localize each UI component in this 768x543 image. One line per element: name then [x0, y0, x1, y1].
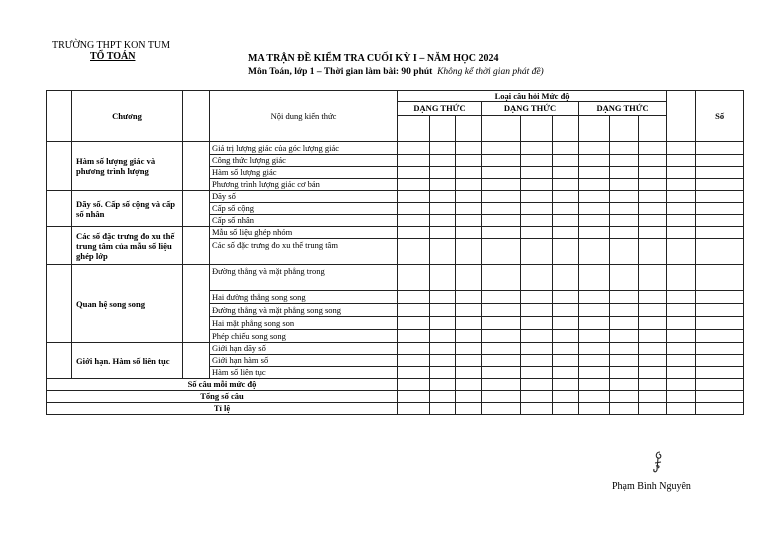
- topic-name: Đường thẳng và mặt phẳng trong: [210, 265, 398, 291]
- value-cell: [610, 215, 639, 227]
- chapter-name: Hàm số lượng giác và phương trình lượng: [72, 142, 183, 191]
- value-cell: [430, 330, 456, 343]
- value-cell: [456, 167, 482, 179]
- value-cell: [553, 403, 579, 415]
- topic-name: Đường thẳng và mặt phẳng song song: [210, 304, 398, 317]
- value-cell: [610, 203, 639, 215]
- value-cell: [579, 265, 610, 291]
- value-cell: [639, 265, 667, 291]
- value-cell: [579, 142, 610, 155]
- value-cell: [667, 403, 696, 415]
- value-cell: [482, 379, 521, 391]
- header-chapter: Chương: [72, 91, 183, 142]
- value-cell: [521, 304, 553, 317]
- header-format-1: DẠNG THỨC: [398, 102, 482, 116]
- value-cell: [553, 167, 579, 179]
- value-cell: [553, 191, 579, 203]
- topic-name: Phép chiếu song song: [210, 330, 398, 343]
- header-level-cell: [482, 116, 521, 142]
- value-cell: [430, 291, 456, 304]
- value-cell: [553, 317, 579, 330]
- value-cell: [610, 317, 639, 330]
- value-cell: [696, 142, 744, 155]
- value-cell: [456, 304, 482, 317]
- value-cell: [696, 391, 744, 403]
- chapter-spacer: [183, 343, 210, 379]
- chapter-spacer: [183, 227, 210, 265]
- header-spacer: [183, 91, 210, 142]
- value-cell: [430, 227, 456, 239]
- value-cell: [398, 155, 430, 167]
- value-cell: [430, 215, 456, 227]
- value-cell: [430, 403, 456, 415]
- topic-name: Giới hạn hàm số: [210, 355, 398, 367]
- value-cell: [456, 317, 482, 330]
- value-cell: [696, 343, 744, 355]
- footer-ratio: Tỉ lệ: [47, 403, 398, 415]
- footer-per-level: Số câu mỗi mức độ: [47, 379, 398, 391]
- header-format-3: DẠNG THỨC: [579, 102, 667, 116]
- topic-name: Cấp số nhân: [210, 215, 398, 227]
- value-cell: [610, 343, 639, 355]
- value-cell: [696, 379, 744, 391]
- header-level-cell: [398, 116, 430, 142]
- value-cell: [667, 191, 696, 203]
- value-cell: [696, 203, 744, 215]
- value-cell: [430, 355, 456, 367]
- value-cell: [610, 265, 639, 291]
- value-cell: [639, 367, 667, 379]
- table-row: [47, 343, 744, 355]
- topic-name: Dãy số: [210, 191, 398, 203]
- value-cell: [482, 403, 521, 415]
- value-cell: [639, 391, 667, 403]
- value-cell: [398, 142, 430, 155]
- chapter-spacer: [47, 265, 72, 343]
- value-cell: [482, 215, 521, 227]
- chapter-name: Các số đặc trưng đo xu thế trung tâm của mẫu số liệu ghép lớp: [72, 227, 183, 265]
- value-cell: [456, 265, 482, 291]
- chapter-spacer: [183, 142, 210, 191]
- value-cell: [579, 403, 610, 415]
- chapter-name: Giới hạn. Hàm số liên tục: [72, 343, 183, 379]
- value-cell: [398, 203, 430, 215]
- value-cell: [398, 391, 430, 403]
- topic-name: Hai đường thẳng song song: [210, 291, 398, 304]
- value-cell: [398, 265, 430, 291]
- value-cell: [430, 367, 456, 379]
- table-row: [47, 391, 744, 403]
- value-cell: [579, 304, 610, 317]
- value-cell: [430, 155, 456, 167]
- value-cell: [482, 167, 521, 179]
- value-cell: [553, 304, 579, 317]
- value-cell: [696, 239, 744, 265]
- value-cell: [696, 155, 744, 167]
- value-cell: [482, 330, 521, 343]
- value-cell: [482, 142, 521, 155]
- topic-name: Các số đặc trưng đo xu thế trung tâm: [210, 239, 398, 265]
- value-cell: [456, 403, 482, 415]
- value-cell: [579, 215, 610, 227]
- value-cell: [553, 179, 579, 191]
- value-cell: [553, 239, 579, 265]
- value-cell: [398, 291, 430, 304]
- value-cell: [696, 167, 744, 179]
- value-cell: [553, 203, 579, 215]
- value-cell: [456, 191, 482, 203]
- value-cell: [430, 379, 456, 391]
- value-cell: [398, 304, 430, 317]
- subtitle-note: Không kể thời gian phát đề): [437, 67, 544, 77]
- value-cell: [456, 355, 482, 367]
- value-cell: [521, 391, 553, 403]
- value-cell: [696, 215, 744, 227]
- value-cell: [639, 304, 667, 317]
- value-cell: [521, 203, 553, 215]
- value-cell: [521, 142, 553, 155]
- value-cell: [521, 167, 553, 179]
- value-cell: [667, 215, 696, 227]
- value-cell: [456, 239, 482, 265]
- value-cell: [610, 167, 639, 179]
- table-row: [47, 265, 744, 291]
- value-cell: [696, 355, 744, 367]
- topic-name: Giá trị lượng giác của góc lượng giác: [210, 142, 398, 155]
- value-cell: [667, 239, 696, 265]
- value-cell: [639, 291, 667, 304]
- value-cell: [398, 355, 430, 367]
- value-cell: [521, 227, 553, 239]
- value-cell: [456, 215, 482, 227]
- value-cell: [667, 330, 696, 343]
- value-cell: [553, 291, 579, 304]
- value-cell: [521, 155, 553, 167]
- topic-name: Công thức lượng giác: [210, 155, 398, 167]
- value-cell: [482, 317, 521, 330]
- value-cell: [521, 367, 553, 379]
- value-cell: [430, 265, 456, 291]
- table-row: [47, 379, 744, 391]
- value-cell: [610, 330, 639, 343]
- chapter-spacer: [47, 191, 72, 227]
- topic-name: Hàm số lượng giác: [210, 167, 398, 179]
- value-cell: [482, 227, 521, 239]
- value-cell: [696, 191, 744, 203]
- value-cell: [610, 291, 639, 304]
- page-title: MA TRẬN ĐỀ KIỂM TRA CUỐI KỲ I – NĂM HỌC 2024: [248, 53, 499, 64]
- value-cell: [521, 330, 553, 343]
- value-cell: [456, 203, 482, 215]
- value-cell: [579, 355, 610, 367]
- topic-name: Cấp số cộng: [210, 203, 398, 215]
- value-cell: [430, 179, 456, 191]
- chapter-spacer: [47, 142, 72, 191]
- value-cell: [579, 367, 610, 379]
- table-row: [47, 191, 744, 203]
- value-cell: [667, 304, 696, 317]
- value-cell: [610, 179, 639, 191]
- value-cell: [667, 227, 696, 239]
- value-cell: [579, 379, 610, 391]
- value-cell: [696, 403, 744, 415]
- signature-mark: [650, 450, 666, 474]
- value-cell: [696, 265, 744, 291]
- value-cell: [553, 215, 579, 227]
- value-cell: [667, 379, 696, 391]
- header-count: Số: [696, 91, 744, 142]
- value-cell: [398, 367, 430, 379]
- value-cell: [456, 179, 482, 191]
- value-cell: [430, 343, 456, 355]
- value-cell: [696, 317, 744, 330]
- header-level-cell: [579, 116, 610, 142]
- value-cell: [430, 317, 456, 330]
- value-cell: [639, 317, 667, 330]
- header-level-cell: [430, 116, 456, 142]
- value-cell: [482, 179, 521, 191]
- value-cell: [639, 403, 667, 415]
- value-cell: [482, 265, 521, 291]
- value-cell: [610, 403, 639, 415]
- table-row: [47, 227, 744, 239]
- value-cell: [610, 391, 639, 403]
- value-cell: [430, 167, 456, 179]
- value-cell: [610, 367, 639, 379]
- value-cell: [639, 215, 667, 227]
- header-format-2: DẠNG THỨC: [482, 102, 579, 116]
- value-cell: [667, 167, 696, 179]
- value-cell: [579, 330, 610, 343]
- header-blank: [667, 91, 696, 142]
- school-name: TRƯỜNG THPT KON TUM: [52, 40, 171, 51]
- value-cell: [456, 227, 482, 239]
- department-name: TỔ TOÁN: [90, 51, 136, 62]
- value-cell: [667, 291, 696, 304]
- value-cell: [553, 330, 579, 343]
- value-cell: [553, 155, 579, 167]
- value-cell: [456, 367, 482, 379]
- value-cell: [696, 291, 744, 304]
- value-cell: [456, 155, 482, 167]
- value-cell: [639, 142, 667, 155]
- value-cell: [482, 343, 521, 355]
- header-level-cell: [521, 116, 553, 142]
- exam-matrix-table: [46, 90, 744, 415]
- value-cell: [579, 179, 610, 191]
- value-cell: [579, 203, 610, 215]
- value-cell: [610, 379, 639, 391]
- value-cell: [579, 391, 610, 403]
- value-cell: [639, 239, 667, 265]
- value-cell: [667, 355, 696, 367]
- value-cell: [521, 179, 553, 191]
- value-cell: [430, 239, 456, 265]
- value-cell: [579, 291, 610, 304]
- value-cell: [610, 304, 639, 317]
- value-cell: [610, 227, 639, 239]
- value-cell: [482, 391, 521, 403]
- value-cell: [398, 227, 430, 239]
- value-cell: [456, 391, 482, 403]
- value-cell: [667, 142, 696, 155]
- value-cell: [667, 265, 696, 291]
- value-cell: [398, 330, 430, 343]
- value-cell: [553, 343, 579, 355]
- value-cell: [579, 155, 610, 167]
- chapter-name: Dãy số. Cấp số cộng và cấp số nhân: [72, 191, 183, 227]
- topic-name: Hai mặt phẳng song son: [210, 317, 398, 330]
- value-cell: [521, 239, 553, 265]
- topic-name: Giới hạn dãy số: [210, 343, 398, 355]
- table-row: [47, 142, 744, 155]
- value-cell: [696, 330, 744, 343]
- value-cell: [610, 142, 639, 155]
- chapter-spacer: [183, 191, 210, 227]
- value-cell: [430, 304, 456, 317]
- value-cell: [639, 191, 667, 203]
- header-content: Nội dung kiến thức: [210, 91, 398, 142]
- value-cell: [398, 239, 430, 265]
- header-question-type: Loại câu hỏi Mức độ: [398, 91, 667, 102]
- value-cell: [521, 265, 553, 291]
- value-cell: [553, 142, 579, 155]
- value-cell: [639, 227, 667, 239]
- value-cell: [553, 367, 579, 379]
- value-cell: [398, 379, 430, 391]
- value-cell: [482, 191, 521, 203]
- value-cell: [639, 379, 667, 391]
- value-cell: [482, 291, 521, 304]
- value-cell: [553, 391, 579, 403]
- value-cell: [456, 379, 482, 391]
- value-cell: [456, 330, 482, 343]
- value-cell: [456, 142, 482, 155]
- value-cell: [639, 179, 667, 191]
- value-cell: [521, 379, 553, 391]
- value-cell: [579, 317, 610, 330]
- signer-name: Phạm Bình Nguyên: [612, 481, 691, 492]
- value-cell: [667, 203, 696, 215]
- value-cell: [579, 227, 610, 239]
- value-cell: [521, 291, 553, 304]
- topic-name: Phương trình lượng giác cơ bản: [210, 179, 398, 191]
- value-cell: [610, 239, 639, 265]
- value-cell: [579, 343, 610, 355]
- value-cell: [667, 179, 696, 191]
- value-cell: [579, 167, 610, 179]
- value-cell: [430, 391, 456, 403]
- value-cell: [579, 191, 610, 203]
- header-level-cell: [456, 116, 482, 142]
- value-cell: [521, 215, 553, 227]
- value-cell: [667, 317, 696, 330]
- value-cell: [521, 191, 553, 203]
- value-cell: [456, 291, 482, 304]
- value-cell: [398, 215, 430, 227]
- value-cell: [639, 203, 667, 215]
- value-cell: [482, 203, 521, 215]
- value-cell: [610, 191, 639, 203]
- subtitle-main: Môn Toán, lớp 1 – Thời gian làm bài: 90 phút: [248, 67, 433, 77]
- chapter-spacer: [47, 343, 72, 379]
- value-cell: [521, 317, 553, 330]
- topic-name: Hàm số liên tục: [210, 367, 398, 379]
- value-cell: [610, 155, 639, 167]
- value-cell: [482, 355, 521, 367]
- value-cell: [639, 343, 667, 355]
- value-cell: [696, 227, 744, 239]
- table-row: [47, 403, 744, 415]
- value-cell: [482, 367, 521, 379]
- value-cell: [521, 355, 553, 367]
- value-cell: [430, 203, 456, 215]
- value-cell: [696, 367, 744, 379]
- value-cell: [553, 265, 579, 291]
- subtitle: [248, 66, 544, 78]
- value-cell: [456, 343, 482, 355]
- value-cell: [639, 167, 667, 179]
- value-cell: [521, 343, 553, 355]
- value-cell: [696, 179, 744, 191]
- header-level-cell: [639, 116, 667, 142]
- value-cell: [639, 330, 667, 343]
- header-level-cell: [553, 116, 579, 142]
- value-cell: [398, 343, 430, 355]
- chapter-spacer: [183, 265, 210, 343]
- value-cell: [398, 191, 430, 203]
- value-cell: [398, 403, 430, 415]
- value-cell: [553, 227, 579, 239]
- chapter-spacer: [47, 227, 72, 265]
- value-cell: [430, 142, 456, 155]
- value-cell: [639, 155, 667, 167]
- value-cell: [579, 239, 610, 265]
- value-cell: [398, 167, 430, 179]
- value-cell: [696, 304, 744, 317]
- value-cell: [398, 179, 430, 191]
- value-cell: [482, 239, 521, 265]
- value-cell: [667, 155, 696, 167]
- table-row: [47, 91, 744, 102]
- footer-total-questions: Tổng số câu: [47, 391, 398, 403]
- topic-name: Mẫu số liệu ghép nhóm: [210, 227, 398, 239]
- value-cell: [667, 391, 696, 403]
- value-cell: [610, 355, 639, 367]
- value-cell: [639, 355, 667, 367]
- value-cell: [430, 191, 456, 203]
- value-cell: [482, 304, 521, 317]
- value-cell: [553, 379, 579, 391]
- value-cell: [398, 317, 430, 330]
- header-level-cell: [610, 116, 639, 142]
- value-cell: [667, 367, 696, 379]
- chapter-name: Quan hệ song song: [72, 265, 183, 343]
- value-cell: [482, 155, 521, 167]
- value-cell: [553, 355, 579, 367]
- value-cell: [667, 343, 696, 355]
- value-cell: [521, 403, 553, 415]
- header-spacer: [47, 91, 72, 142]
